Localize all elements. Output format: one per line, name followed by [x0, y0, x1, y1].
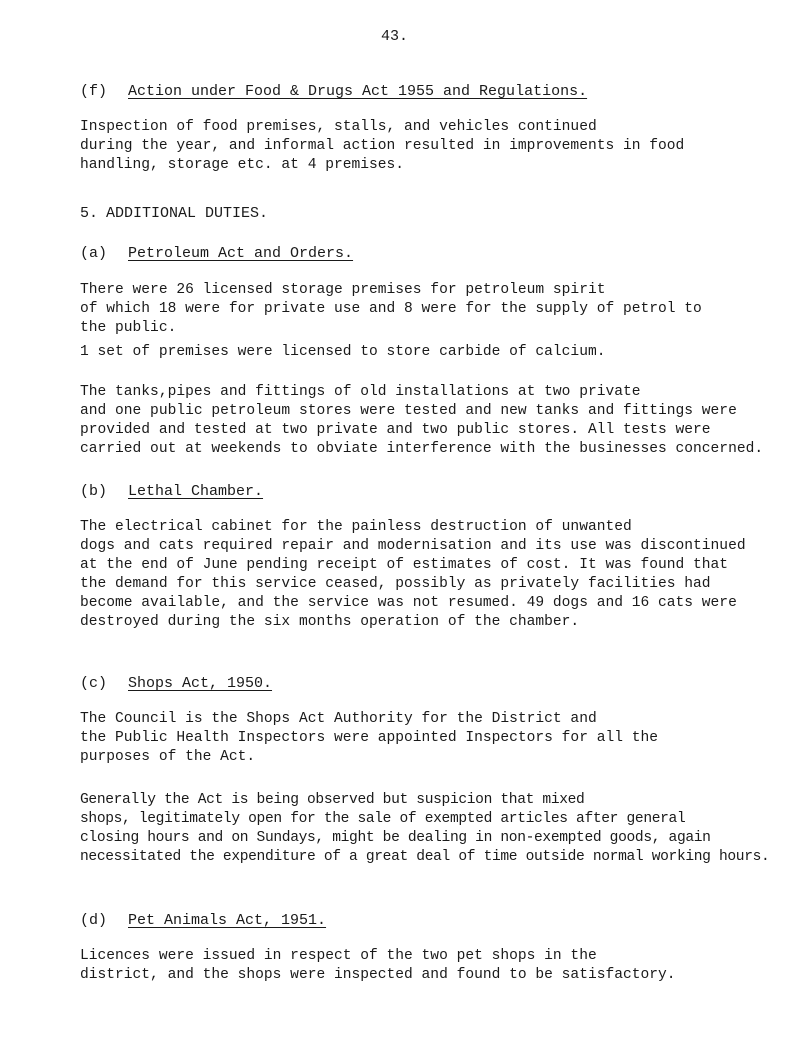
section-d-title: Pet Animals Act, 1951. [128, 912, 327, 929]
section-5-title: ADDITIONAL DUTIES. [106, 205, 269, 222]
section-a-title: Petroleum Act and Orders. [128, 245, 354, 262]
section-a-paragraph-1: There were 26 licensed storage premises for petroleum spirit of which 18 were for private use and 8 were for the supply of petrol to the public. [80, 282, 702, 336]
section-c-heading [80, 675, 272, 692]
section-b-heading [80, 483, 263, 500]
section-c-label: (c) [80, 675, 108, 692]
section-a-label: (a) [80, 245, 108, 262]
page-number: 43. [381, 28, 409, 45]
section-f-title: Action under Food & Drugs Act 1955 and Regulations. [128, 83, 588, 100]
section-5-heading [80, 205, 268, 222]
section-f-paragraph: Inspection of food premises, stalls, and vehicles continued during the year, and informal action resulted in improvements in food handling, storage etc. at 4 premises. [80, 119, 685, 173]
section-d-paragraph: Licences were issued in respect of the two pet shops in the district, and the shops were inspected and found to be satisfactory. [80, 948, 676, 983]
section-b-label: (b) [80, 483, 108, 500]
section-5-number: 5. [80, 205, 99, 222]
section-c-paragraph-2: Generally the Act is being observed but suspicion that mixed shops, legitimately open for the sale of exempted articles after general closing hours and on Sundays, might be dealing in non-exempted goods, again necessitated the expenditure of a great deal of time outside normal working hours. [80, 792, 770, 865]
section-c-paragraph-1: The Council is the Shops Act Authority for the District and the Public Health Inspectors were appointed Inspectors for all the purposes of the Act. [80, 711, 659, 765]
section-b-title: Lethal Chamber. [128, 483, 264, 500]
section-b-paragraph: The electrical cabinet for the painless destruction of unwanted dogs and cats required repair and modernisation and its use was discontinued at the end of June pending receipt of estimates of cost. It was found that the demand for this service ceased, possibly as privately facilities had become available, and the service was not resumed. 49 dogs and 16 cats were destroyed during the six months operation of the chamber. [80, 519, 746, 630]
section-a-paragraph-3: The tanks,pipes and fittings of old installations at two private and one public petroleum stores were tested and new tanks and fittings were provided and tested at two private and two public stores. All tests were carried out at weekends to obviate interference with the businesses concerned. [80, 384, 764, 457]
section-a-heading [80, 245, 353, 262]
section-a-paragraph-2: 1 set of premises were licensed to store carbide of calcium. [80, 344, 606, 360]
section-f-label: (f) [80, 83, 108, 100]
section-f-heading [80, 83, 587, 100]
section-c-title: Shops Act, 1950. [128, 675, 273, 692]
section-d-heading [80, 912, 326, 929]
section-d-label: (d) [80, 912, 108, 929]
